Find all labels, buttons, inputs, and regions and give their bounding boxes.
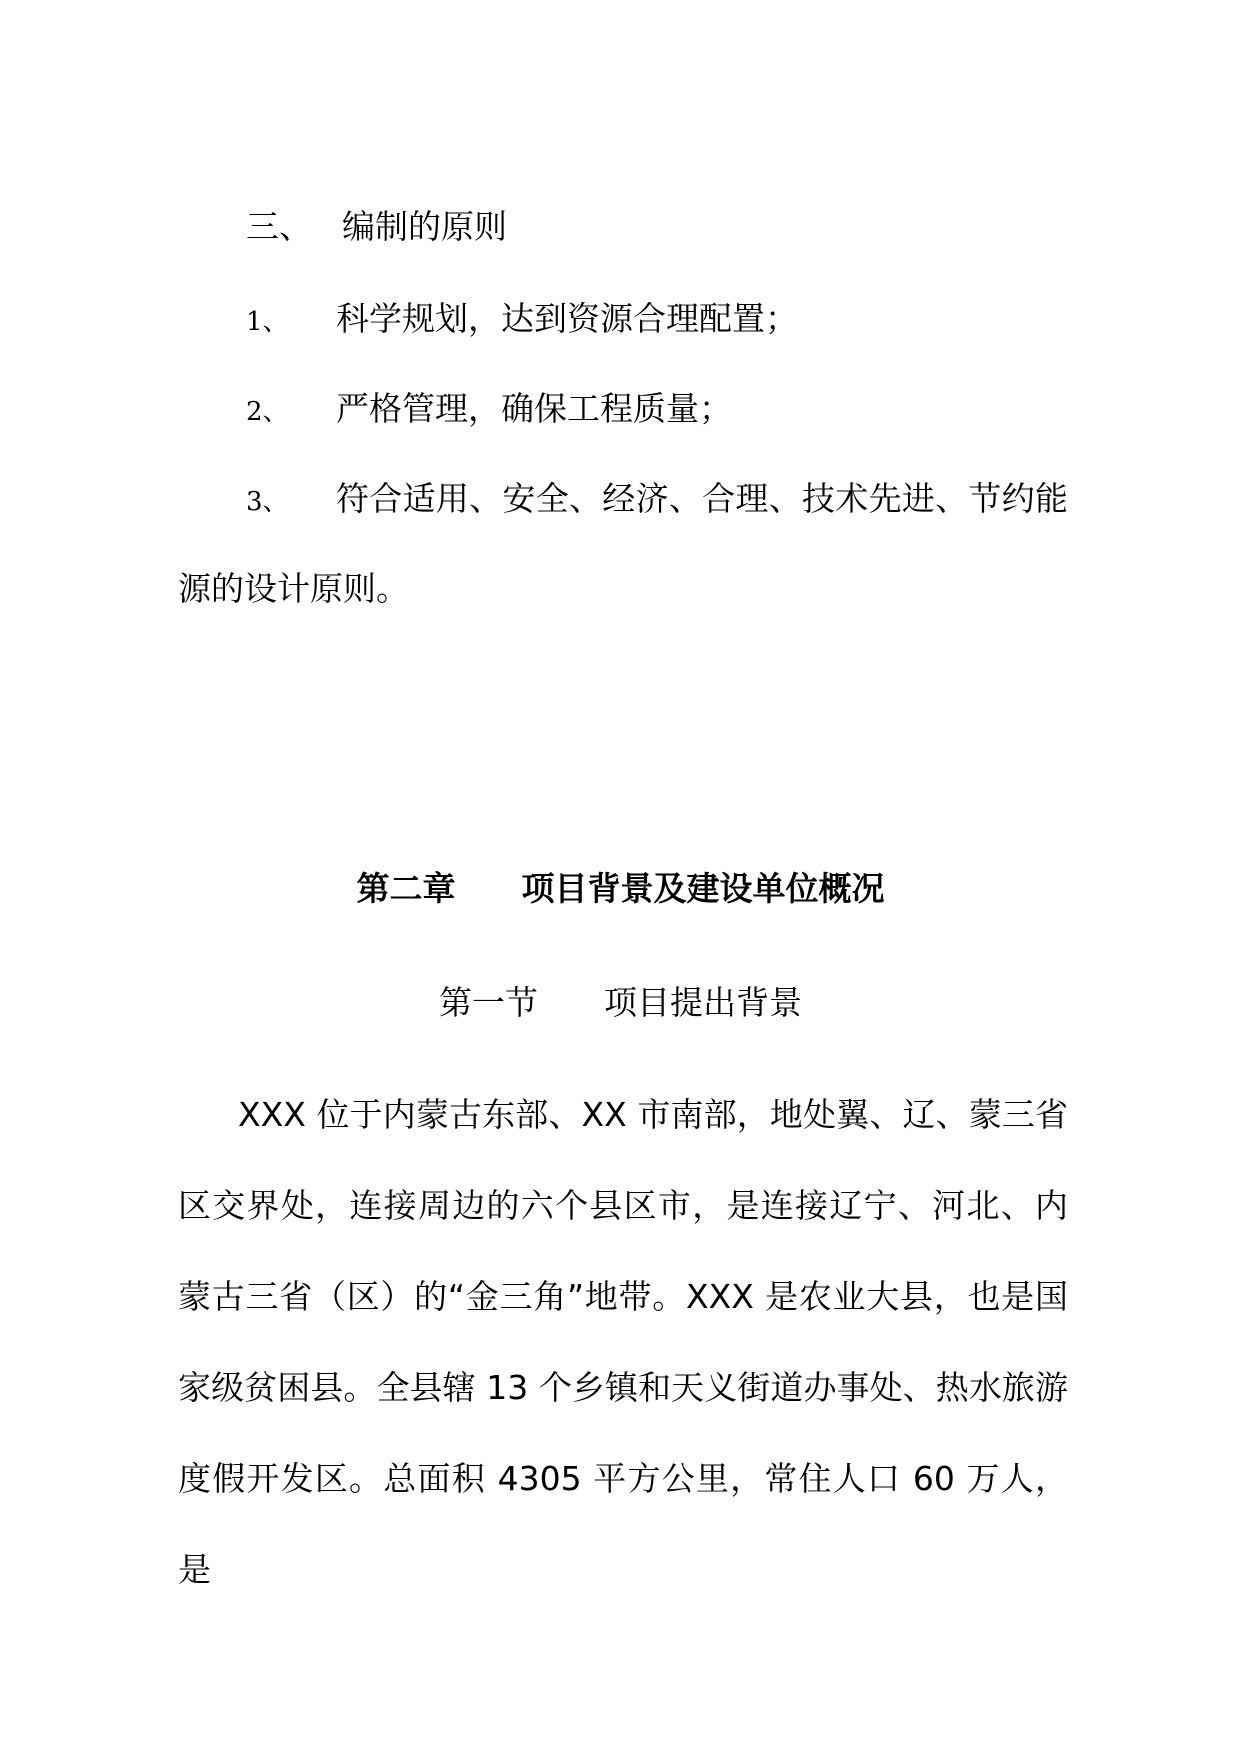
principle-text-continuation: 源的设计原则。 — [178, 569, 409, 608]
principle-item — [246, 386, 732, 435]
subsection-label: 第一节 — [439, 983, 538, 1022]
principle-number: 1、 — [246, 307, 289, 337]
principle-text: 科学规划，达到资源合理配置； — [336, 299, 798, 338]
chapter-title: 项目背景及建设单位概况 — [521, 869, 885, 908]
principle-number: 3、 — [246, 487, 289, 517]
chapter-heading — [0, 866, 1241, 912]
principle-text: 严格管理，确保工程质量； — [336, 389, 732, 428]
principle-number: 2、 — [246, 397, 289, 427]
principle-text: 符合适用、安全、经济、合理、技术先进、节约能 — [336, 479, 1068, 518]
section-heading-number: 三、 — [246, 207, 312, 246]
body-paragraph: XXX 位于内蒙古东部、XX 市南部，地处翼、辽、蒙三省区交界处，连接周边的六个县区市，是连接辽宁、河北、内蒙古三省（区）的“金三角”地带。XXX 是农业大县，也是国家级贫困县。全县辖 13 个乡镇和天义街道办事处、热水旅游度假开发区。总面积 4305 平方公里，常住人口 60 万人，是 — [178, 1095, 1068, 1589]
section-heading-title: 编制的原则 — [342, 207, 507, 246]
subsection-heading — [0, 980, 1241, 1026]
principle-item — [246, 296, 798, 345]
subsection-title: 项目提出背景 — [604, 983, 802, 1022]
section-heading — [246, 204, 507, 250]
principle-item — [246, 476, 1068, 525]
chapter-label: 第二章 — [356, 869, 456, 908]
